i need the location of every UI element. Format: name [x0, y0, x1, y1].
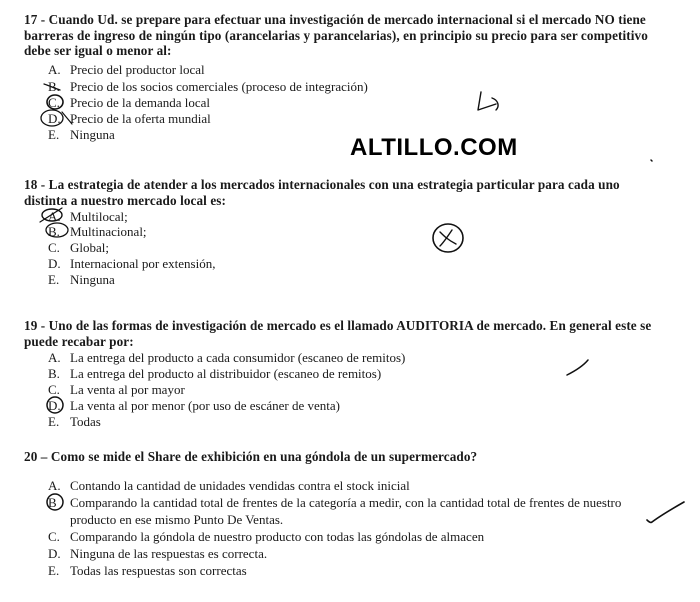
q18-option-c [48, 240, 109, 255]
q17-option-c-letter: C. [48, 95, 60, 110]
q17-option-a-text: Precio del productor local [70, 62, 205, 77]
q17-option-d [48, 111, 211, 126]
q19-option-e-text: Todas [70, 414, 101, 429]
q20-option-d [48, 546, 267, 561]
question-18-stem: 18 - La estrategia de atender a los mercados internacionales con una estrategia particular para cada uno distinta a nuestro mercado local es: [24, 177, 620, 208]
q18-option-d-text: Internacional por extensión, [70, 256, 216, 271]
q17-option-a-letter: A. [48, 62, 61, 77]
q17-option-e-text: Ninguna [70, 127, 115, 142]
q20-option-a [48, 478, 410, 493]
q18-option-b-letter: B. [48, 224, 60, 239]
q20-option-d-text: Ninguna de las respuestas es correcta. [70, 546, 268, 561]
q20-option-a-letter: A. [48, 478, 61, 493]
q20-option-b-letter: B [48, 495, 57, 510]
q17-option-a [48, 62, 205, 77]
q17-grade-mark [478, 92, 498, 110]
q19-check-mark [567, 360, 588, 375]
q18-option-a-letter: A. [48, 209, 61, 224]
q17-option-b-text: Precio de los socios comerciales (proceso de integración) [70, 79, 368, 94]
q20-option-e-letter: E. [48, 563, 60, 578]
q17-option-c [48, 95, 210, 110]
q18-option-b-text: Multinacional; [70, 224, 147, 239]
q17-option-e [48, 127, 115, 142]
q18-option-a-text: Multilocal; [70, 209, 128, 224]
q20-option-b [48, 494, 648, 528]
q18-option-c-text: Global; [70, 240, 109, 255]
q18-option-e-letter: E. [48, 272, 60, 287]
q19-option-d [48, 398, 340, 413]
q19-option-c-letter: C. [48, 382, 60, 397]
q19-option-c-text: La venta al por mayor [70, 382, 185, 397]
q20-option-c-letter: C. [48, 529, 60, 544]
q19-option-e [48, 414, 101, 429]
q19-option-a-text: La entrega del producto a cada consumidor (escaneo de remitos) [70, 350, 406, 365]
q19-option-a [48, 350, 405, 365]
q18-option-c-letter: C. [48, 240, 60, 255]
q20-option-c [48, 529, 484, 544]
q19-option-a-letter: A. [48, 350, 61, 365]
q18-option-a [48, 209, 128, 224]
q18-option-d-letter: D. [48, 256, 61, 271]
q18-option-b [48, 224, 147, 239]
q17-option-e-letter: E. [48, 127, 60, 142]
q19-option-b-text: La entrega del producto al distribuidor (escaneo de remitos) [70, 366, 382, 381]
q19-option-c [48, 382, 185, 397]
q19-option-b-letter: B. [48, 366, 60, 381]
q19-option-d-letter: D. [48, 398, 61, 413]
q20-option-a-text: Contando la cantidad de unidades vendidas contra el stock inicial [70, 478, 410, 493]
q17-option-b-letter: B. [48, 79, 60, 94]
q19-option-e-letter: E. [48, 414, 60, 429]
q20-option-b-text: Comparando la cantidad total de frentes de la categoría a medir, con la cantidad total de frentes de nuestro producto en ese mismo Punto De Ventas. [70, 495, 622, 527]
q18-option-e-text: Ninguna [70, 272, 115, 287]
q18-option-e [48, 272, 115, 287]
q20-option-e [48, 563, 247, 578]
q19-option-d-text: La venta al por menor (por uso de escáner de venta) [70, 398, 340, 413]
question-17-stem: 17 - Cuando Ud. se prepare para efectuar una investigación de mercado internacional si el mercado NO tiene barreras de ingreso de ningún tipo (arancelarias y parancelarias), en principio su precio para ser competitivo debe ser igual o menor al: [24, 12, 648, 58]
question-20-stem: 20 – Como se mide el Share de exhibición en una góndola de un supermercado? [24, 449, 478, 464]
q18-option-d [48, 256, 215, 271]
q19-option-b [48, 366, 381, 381]
margin-dot [651, 160, 652, 161]
watermark-logo: ALTILLO.COM [350, 134, 518, 161]
q20-check-mark [647, 502, 684, 522]
q17-option-b [48, 79, 368, 94]
q17-option-d-text: Precio de la oferta mundial [70, 111, 211, 126]
question-19-stem: 19 - Uno de las formas de investigación de mercado es el llamado AUDITORIA de mercado. En general este se puede recabar por: [24, 318, 652, 349]
q18-grade-x [440, 230, 456, 246]
q17-option-c-text: Precio de la demanda local [70, 95, 211, 110]
q20-option-e-text: Todas las respuestas son correctas [70, 563, 247, 578]
q20-option-d-letter: D. [48, 546, 61, 561]
q20-option-c-text: Comparando la góndola de nuestro producto con todas las góndolas de almacen [70, 529, 485, 544]
q18-grade-circle [433, 224, 463, 252]
q17-option-d-letter: D. [48, 111, 61, 126]
